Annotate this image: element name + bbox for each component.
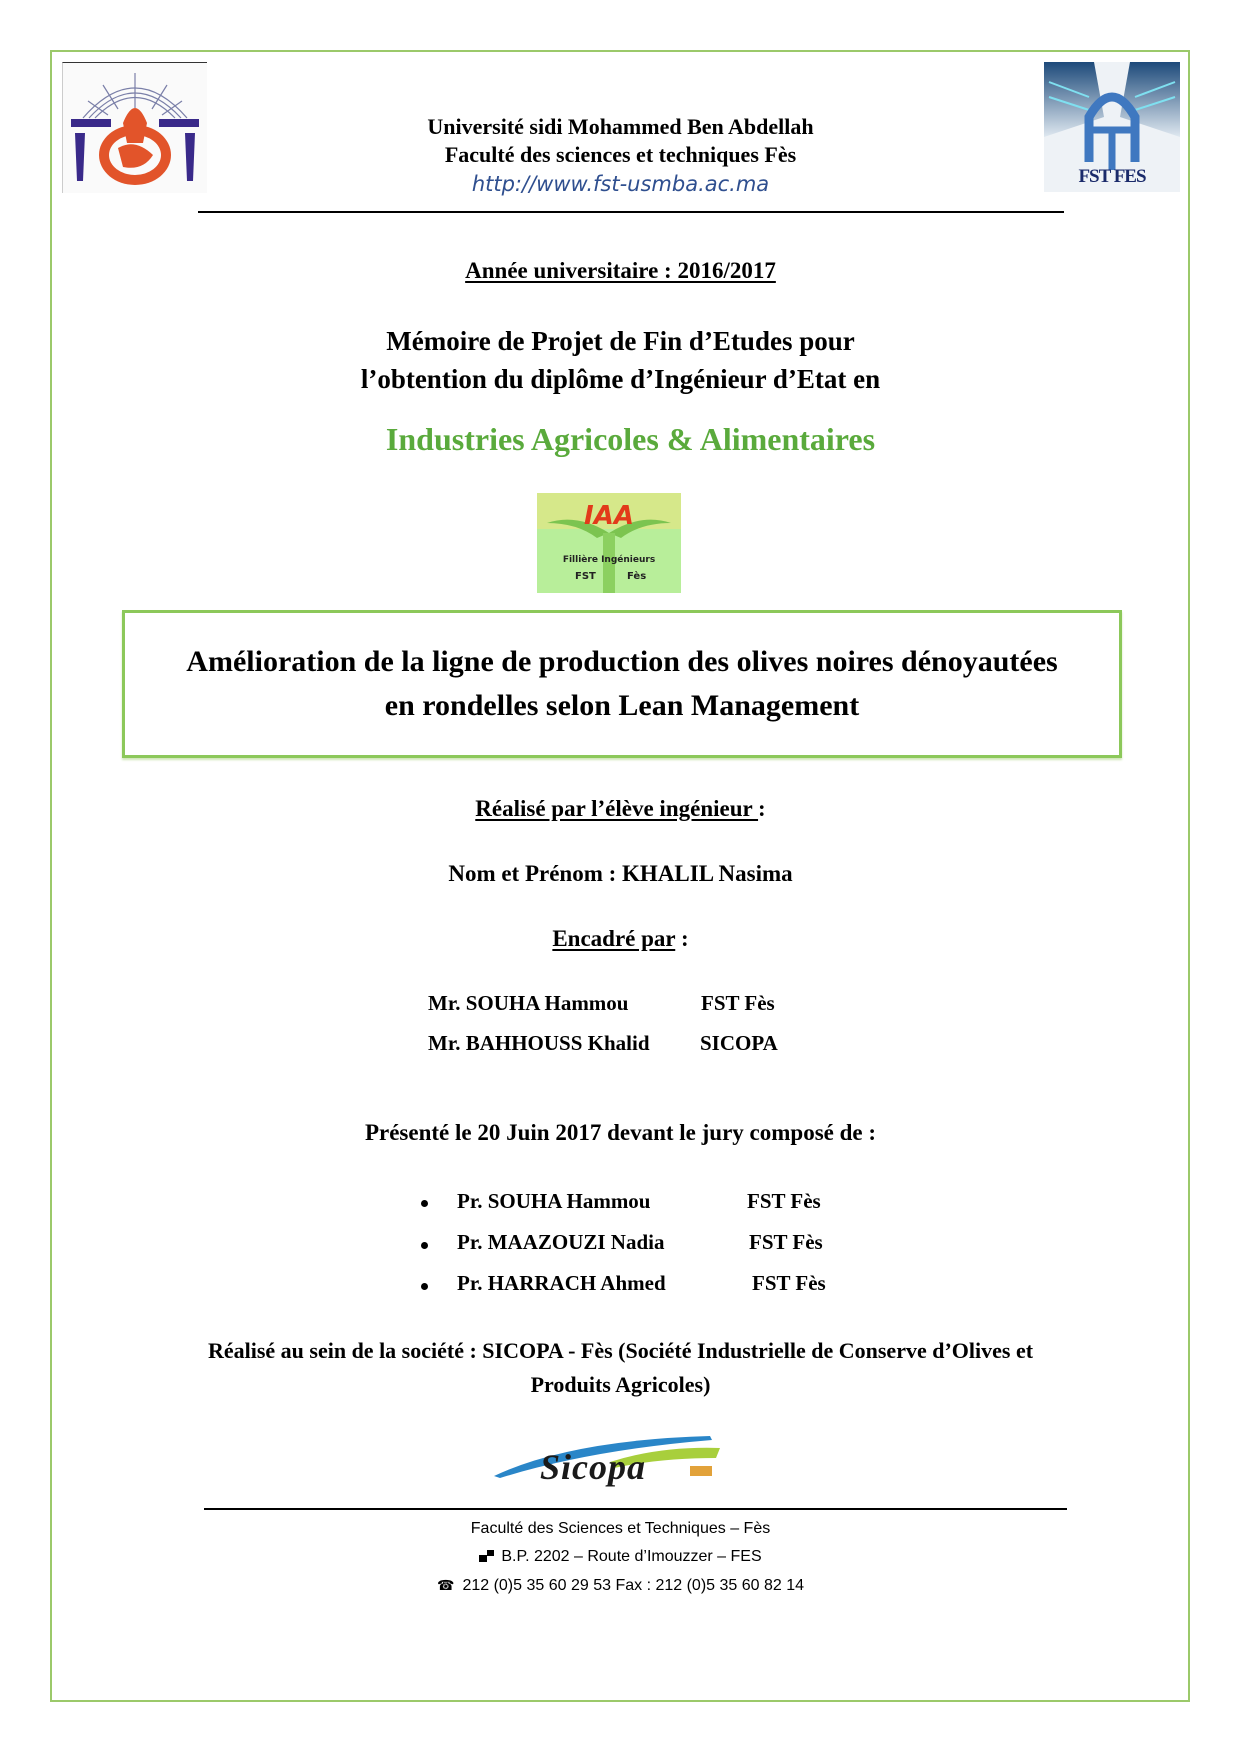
footer-phone: 212 (0)5 35 60 29 53 Fax : 212 (0)5 35 60 82 14 <box>462 1577 805 1594</box>
sicopa-logo <box>490 1432 740 1492</box>
supervisor-affiliation: FST Fès <box>701 991 775 1015</box>
thesis-title-box <box>122 610 1122 758</box>
footer-address-row <box>0 1546 1241 1568</box>
jury-member-name: Pr. SOUHA Hammou <box>457 1189 651 1213</box>
supervisor-name: Mr. BAHHOUSS Khalid <box>428 1031 650 1055</box>
iaa-logo <box>537 493 681 593</box>
footer-divider <box>204 1508 1067 1510</box>
supervisor-affiliation: SICOPA <box>700 1031 778 1055</box>
company-line-1: Réalisé au sein de la société : SICOPA - Fès (Société Industrielle de Conserve d’Olives et <box>207 1338 1034 1363</box>
footer-faculty: Faculté des Sciences et Techniques – Fès <box>470 1520 771 1537</box>
faculty-name: Faculté des sciences et techniques Fès <box>444 142 797 167</box>
phone-icon: ☎ <box>436 1577 455 1593</box>
iaa-logo-subtitle: Fillière Ingénieurs <box>562 555 656 565</box>
jury-member-affiliation: FST Fès <box>749 1230 823 1254</box>
header-divider <box>198 211 1064 213</box>
presentation-line: Présenté le 20 Juin 2017 devant le jury composé de : <box>364 1120 877 1145</box>
footer-address: B.P. 2202 – Route d’Imouzzer – FES <box>501 1548 762 1565</box>
jury-member-affiliation: FST Fès <box>752 1271 826 1295</box>
jury-member-name: Pr. MAAZOUZI Nadia <box>457 1230 665 1254</box>
sicopa-logo-text: Sicopa <box>540 1447 647 1487</box>
jury-member-affiliation: FST Fès <box>747 1189 821 1213</box>
footer-phone-row <box>0 1574 1241 1597</box>
realise-par-colon: : <box>758 796 766 821</box>
thesis-title-line-1: Amélioration de la ligne de production des olives noires dénoyautées <box>186 645 1058 678</box>
company-line-2: Produits Agricoles) <box>530 1372 711 1397</box>
mailbox-icon <box>479 1550 495 1562</box>
iaa-logo-title: IAA <box>584 501 634 531</box>
student-name: Nom et Prénom : KHALIL Nasima <box>448 861 793 886</box>
fst-fes-logo-text: FST FES <box>1078 166 1146 187</box>
supervisor-name: Mr. SOUHA Hammou <box>428 991 629 1015</box>
encadre-par-label: Encadré par <box>552 926 676 951</box>
realise-par-label: Réalisé par l’élève ingénieur <box>475 796 759 821</box>
jury-member-name: Pr. HARRACH Ahmed <box>457 1271 666 1295</box>
iaa-logo-left: FST <box>575 571 596 582</box>
encadre-par-colon: : <box>675 926 689 951</box>
specialty: Industries Agricoles & Alimentaires <box>385 421 876 457</box>
memoire-line-2: l’obtention du diplôme d’Ingénieur d’Etat en <box>360 364 881 394</box>
university-name: Université sidi Mohammed Ben Abdellah <box>427 114 814 139</box>
realise-par-heading <box>0 794 1241 824</box>
website-link[interactable]: http://www.fst-usmba.ac.ma <box>471 172 770 196</box>
encadre-par-heading <box>0 924 1241 954</box>
memoire-line-1: Mémoire de Projet de Fin d’Etudes pour <box>386 326 855 356</box>
academic-year: Année universitaire : 2016/2017 <box>465 258 776 283</box>
thesis-title-line-2: en rondelles selon Lean Management <box>384 689 860 722</box>
bullet-icon <box>421 1200 428 1207</box>
bullet-icon <box>421 1283 428 1290</box>
bullet-icon <box>421 1242 428 1249</box>
iaa-logo-right: Fès <box>627 571 647 582</box>
